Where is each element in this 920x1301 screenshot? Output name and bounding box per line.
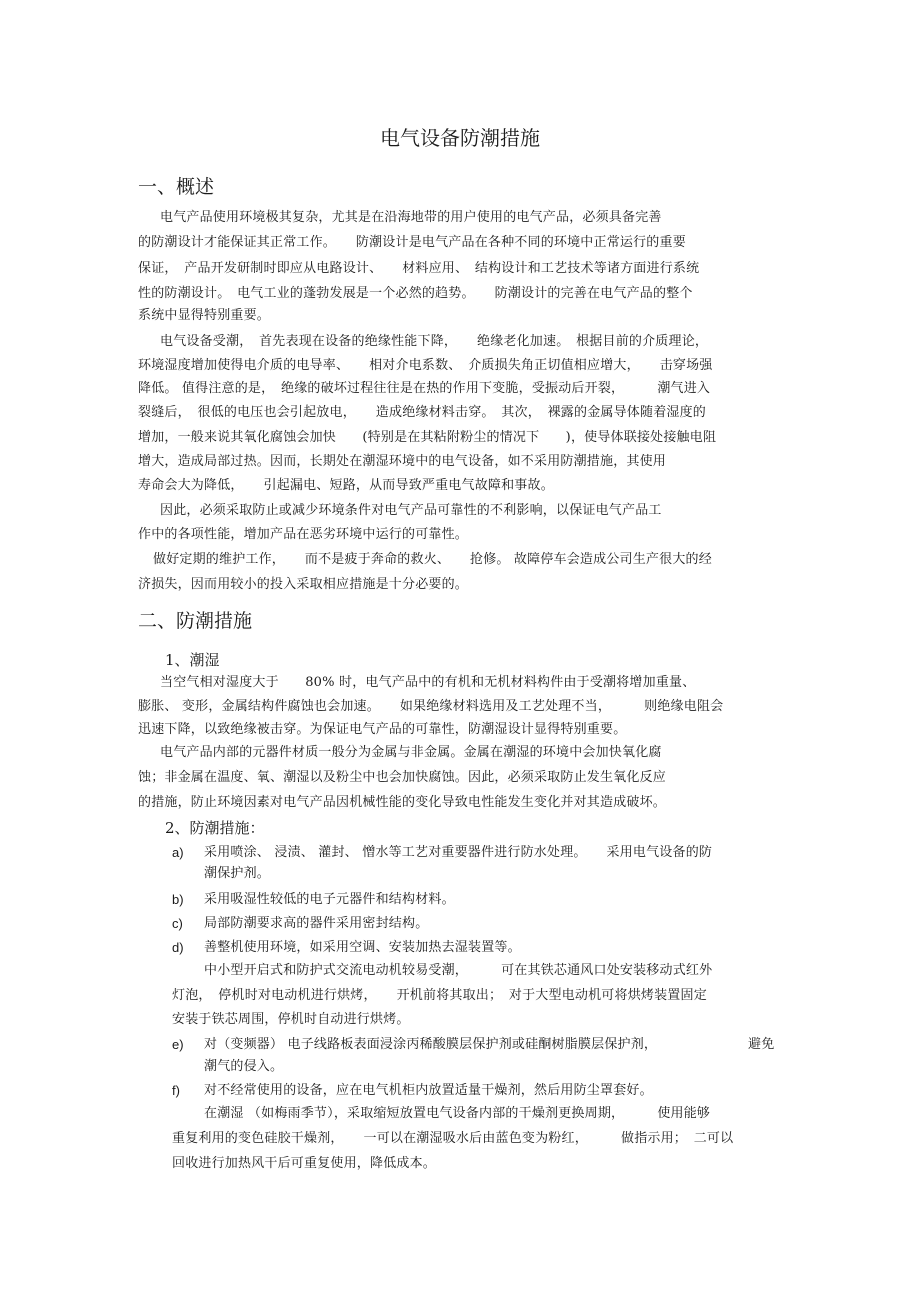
paragraph-line: 的措施，防止环境因素对电气产品因机械性能的变化导致电性能发生变化并对其造成破坏。 <box>138 795 667 810</box>
list-item-line: 采用吸湿性较低的电子元器件和结构材料。 <box>204 892 455 907</box>
paragraph-line: 做好定期的维护工作， 而不是疲于奔命的救火、 抢修。 故障停车会造成公司生产很大的经 <box>153 552 712 567</box>
list-marker: c) <box>172 916 183 931</box>
list-item-line: 潮保护剂。 <box>204 866 271 881</box>
paragraph-line: 灯泡， 停机时对电动机进行烘烤， 开机前将其取出； 对于大型电动机可将烘烤装置固定 <box>172 988 707 1003</box>
paragraph-line: 电气产品内部的元器件材质一般分为金属与非金属。金属在潮湿的环境中会加快氧化腐 <box>160 745 662 760</box>
paragraph-line: 中小型开启式和防护式交流电动机较易受潮， 可在其铁芯通风口处安装移动式红外 <box>204 963 713 978</box>
list-item-line: 采用喷涂、 浸渍、 灌封、 憎水等工艺对重要器件进行防水处理。 采用电气设备的防 <box>204 845 713 860</box>
paragraph-line: 作中的各项性能，增加产品在恶劣环境中运行的可靠性。 <box>138 527 469 542</box>
paragraph-line: 重复利用的变色硅胶干燥剂， 一可以在潮湿吸水后由蓝色变为粉红， 做指示用； 二可以 <box>172 1131 734 1146</box>
paragraph-line: 迅速下降，以致绝缘被击穿。为保证电气产品的可靠性，防潮湿设计显得特别重要。 <box>138 722 627 737</box>
paragraph-line: 寿命会大为降低， 引起漏电、短路，从而导致严重电气故障和事故。 <box>138 478 554 493</box>
paragraph-line: 回收进行加热风干后可重复使用，降低成本。 <box>172 1156 437 1171</box>
paragraph-line: 保证， 产品开发研制时即应从电路设计、 材料应用、 结构设计和工艺技术等诸方面进行系统 <box>138 261 700 276</box>
paragraph-line: 因此，必须采取防止或减少环境条件对电气产品可靠性的不利影响，以保证电气产品工 <box>160 503 662 518</box>
paragraph-line: 性的防潮设计。 电气工业的蓬勃发展是一个必然的趋势。 防潮设计的完善在电气产品的整个 <box>138 286 693 301</box>
list-marker: f) <box>172 1083 180 1098</box>
subsection-heading-humidity: 1、潮湿 <box>165 651 220 669</box>
list-marker: b) <box>172 892 184 907</box>
paragraph-line: 的防潮设计才能保证其正常工作。 防潮设计是电气产品在各种不同的环境中正常运行的重要 <box>138 235 686 250</box>
document-title: 电气设备防潮措施 <box>380 126 540 150</box>
paragraph-line: 增加，一般来说其氧化腐蚀会加快 (特别是在其粘附粉尘的情况下 )，使导体联接处接触电阻 <box>138 430 717 445</box>
list-item-line: 局部防潮要求高的器件采用密封结构。 <box>204 916 429 931</box>
list-item-line: 善整机使用环境，如采用空调、安装加热去湿装置等。 <box>204 940 521 955</box>
list-marker: a) <box>172 845 184 860</box>
list-item-line-end: 避免 <box>748 1037 775 1052</box>
section-heading-measures: 二、防潮措施 <box>138 610 253 632</box>
paragraph-line: 安装于铁芯周围，停机时自动进行烘烤。 <box>172 1012 410 1027</box>
paragraph-line: 环境湿度增加使得电介质的电导率、 相对介电系数、 介质损失角正切值相应增大， 击穿场强 <box>138 358 713 373</box>
paragraph-line: 济损失，因而用较小的投入采取相应措施是十分必要的。 <box>138 577 469 592</box>
section-heading-overview: 一、概述 <box>138 176 215 198</box>
list-item-line: 潮气的侵入。 <box>204 1059 284 1074</box>
paragraph-line: 电气设备受潮， 首先表现在设备的绝缘性能下降， 绝缘老化加速。 根据目前的介质理论， <box>160 334 709 349</box>
list-item-line: 对（变频器） 电子线路板表面浸涂丙稀酸膜层保护剂或硅酮树脂膜层保护剂， <box>204 1037 658 1052</box>
paragraph-line: 膨胀、 变形，金属结构件腐蚀也会加速。 如果绝缘材料选用及工艺处理不当， 则绝缘电阻会 <box>138 699 724 714</box>
paragraph-line: 在潮湿 （如梅雨季节），采取缩短放置电气设备内部的干燥剂更换周期， 使用能够 <box>204 1106 711 1121</box>
paragraph-line: 裂缝后， 很低的电压也会引起放电， 造成绝缘材料击穿。 其次， 裸露的金属导体随着湿度的 <box>138 405 707 420</box>
paragraph-line: 降低。 值得注意的是， 绝缘的破坏过程往往是在热的作用下变脆，受振动后开裂， 潮气进入 <box>138 381 711 396</box>
paragraph-line: 电气产品使用环境极其复杂，尤其是在沿海地带的用户使用的电气产品，必须具备完善 <box>160 210 662 225</box>
paragraph-line: 当空气相对湿度大于 80% 时，电气产品中的有机和无机材料构件由于受潮将增加重量、 <box>160 675 696 690</box>
paragraph-line: 增大，造成局部过热。因而，长期处在潮湿环境中的电气设备，如不采用防潮措施，其使用 <box>138 454 667 469</box>
subsection-heading-measures: 2、防潮措施： <box>165 819 265 837</box>
paragraph-line: 系统中显得特别重要。 <box>138 308 271 323</box>
list-marker: d) <box>172 940 184 955</box>
paragraph-line: 蚀；非金属在温度、氧、潮湿以及粉尘中也会加快腐蚀。因此，必须采取防止发生氧化反应 <box>138 770 667 785</box>
list-item-line: 对不经常使用的设备，应在电气机柜内放置适量干燥剂，然后用防尘罩套好。 <box>204 1083 653 1098</box>
list-marker: e) <box>172 1037 184 1052</box>
